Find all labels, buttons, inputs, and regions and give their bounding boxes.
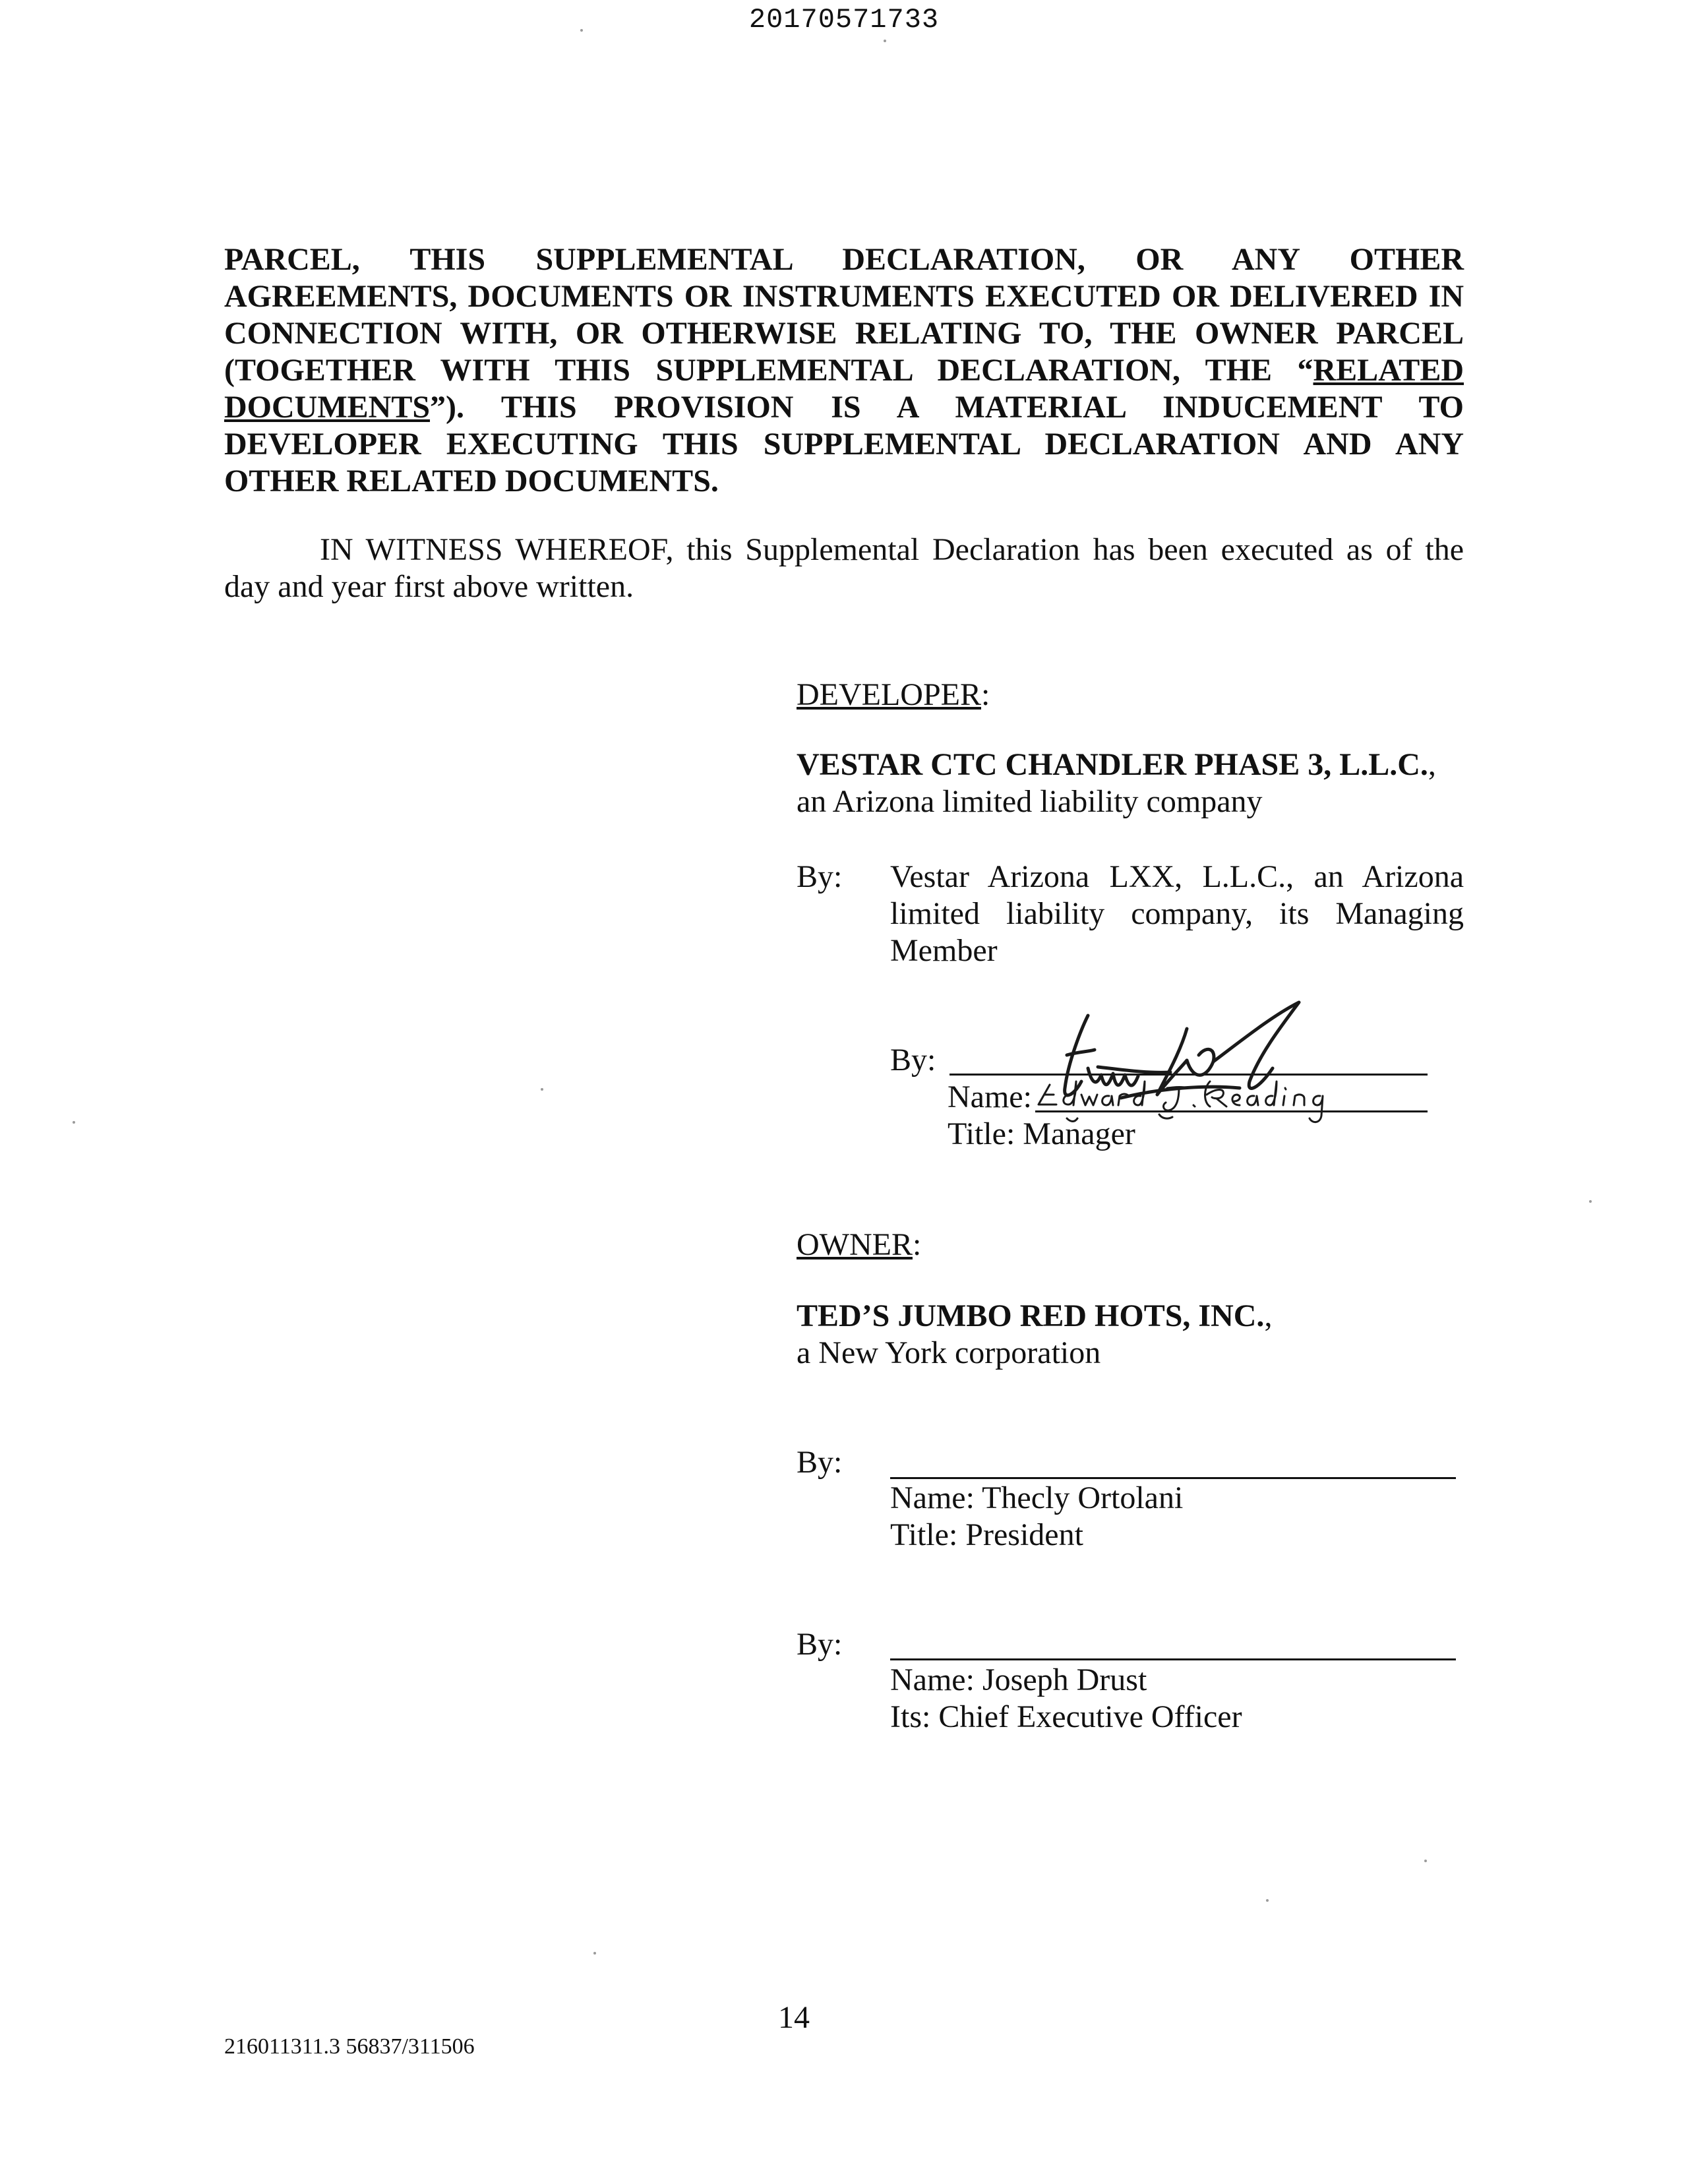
developer-title-value: Manager [1023, 1116, 1135, 1151]
owner-name-label: Name: [890, 1662, 975, 1697]
developer-by-label: By: [797, 859, 843, 894]
paragraph-text: (TOGETHER WITH THIS SUPPLEMENTAL DECLARATION, THE “ [224, 353, 1313, 388]
owner-title-row [890, 1517, 1083, 1554]
developer-entity-name: VESTAR CTC CHANDLER PHASE 3, L.L.C. [797, 747, 1428, 782]
closing-paragraph [224, 241, 1464, 500]
handwritten-name [1039, 1081, 1323, 1122]
defined-term: RELATED [1313, 353, 1464, 388]
developer-entity-desc: an Arizona limited liability company [797, 784, 1263, 819]
owner-its-value: Chief Executive Officer [938, 1699, 1242, 1734]
defined-term: DOCUMENTS [224, 390, 431, 425]
owner-title-value: President [965, 1517, 1083, 1552]
paragraph-line [224, 352, 1464, 389]
scan-speck [884, 40, 886, 42]
owner-name-label: Name: [890, 1480, 975, 1515]
paragraph-line: PARCEL, THIS SUPPLEMENTAL DECLARATION, OR ANY OTHER [224, 242, 1464, 277]
witness-clause [224, 531, 1464, 605]
owner-signature-line [890, 1477, 1456, 1479]
owner-signature-line [890, 1658, 1456, 1660]
developer-entity-comma: , [1428, 747, 1436, 782]
owner-entity-name: TED’S JUMBO RED HOTS, INC. [797, 1298, 1265, 1333]
developer-heading-text: DEVELOPER [797, 677, 981, 712]
scan-speck [593, 1952, 596, 1955]
owner-name-value: Thecly Ortolani [982, 1480, 1184, 1515]
paragraph-text: ”). THIS PROVISION IS A MATERIAL INDUCEMENT TO [430, 390, 1464, 425]
witness-line: day and year first above written. [224, 569, 634, 604]
by-line: limited liability company, its Managing [890, 896, 1464, 931]
developer-heading [797, 677, 990, 713]
page-number: 14 [778, 2000, 810, 2035]
by-line: Vestar Arizona LXX, L.L.C., an Arizona [890, 859, 1464, 894]
paragraph-line: DEVELOPER EXECUTING THIS SUPPLEMENTAL DECLARATION AND ANY [224, 427, 1464, 462]
scan-speck [580, 29, 583, 32]
developer-sign-by-label: By: [890, 1043, 936, 1077]
signature-scrawl [1065, 1002, 1299, 1098]
developer-heading-colon: : [980, 677, 990, 712]
scan-speck [73, 1121, 75, 1124]
paragraph-line: CONNECTION WITH, OR OTHERWISE RELATING TO, THE OWNER PARCEL [224, 316, 1464, 351]
owner-heading-text: OWNER [797, 1227, 913, 1262]
owner-entity-comma: , [1264, 1298, 1273, 1333]
owner-name-value: Joseph Drust [982, 1662, 1147, 1697]
owner-by-label: By: [797, 1627, 843, 1662]
owner-its-label: Its: [890, 1699, 931, 1734]
scan-speck [1589, 1200, 1592, 1203]
document-id: 216011311.3 56837/311506 [224, 2034, 475, 2059]
developer-title-label: Title: [948, 1116, 1015, 1151]
owner-name-row [890, 1662, 1147, 1699]
owner-name-row [890, 1480, 1183, 1517]
developer-by-body [890, 859, 1464, 969]
paragraph-line: OTHER RELATED DOCUMENTS. [224, 464, 719, 499]
owner-heading-colon: : [912, 1227, 922, 1262]
developer-name-label: Name: [948, 1079, 1032, 1114]
owner-entity [797, 1298, 1272, 1335]
developer-signature-image [989, 989, 1411, 1161]
by-line: Member [890, 933, 998, 968]
scan-speck [541, 1088, 543, 1091]
developer-entity [797, 746, 1436, 783]
owner-by-label: By: [797, 1445, 843, 1480]
scan-speck [1266, 1899, 1269, 1902]
owner-title-row [890, 1699, 1242, 1736]
owner-title-label: Title: [890, 1517, 958, 1552]
witness-line: IN WITNESS WHEREOF, this Supplemental Declaration has been executed as of the [320, 532, 1464, 567]
owner-entity-desc: a New York corporation [797, 1335, 1101, 1370]
paragraph-line [224, 389, 1464, 426]
scan-speck [1424, 1860, 1427, 1862]
owner-heading [797, 1227, 921, 1263]
paragraph-line: AGREEMENTS, DOCUMENTS OR INSTRUMENTS EXECUTED OR DELIVERED IN [224, 279, 1464, 314]
recording-number: 20170571733 [748, 4, 940, 36]
